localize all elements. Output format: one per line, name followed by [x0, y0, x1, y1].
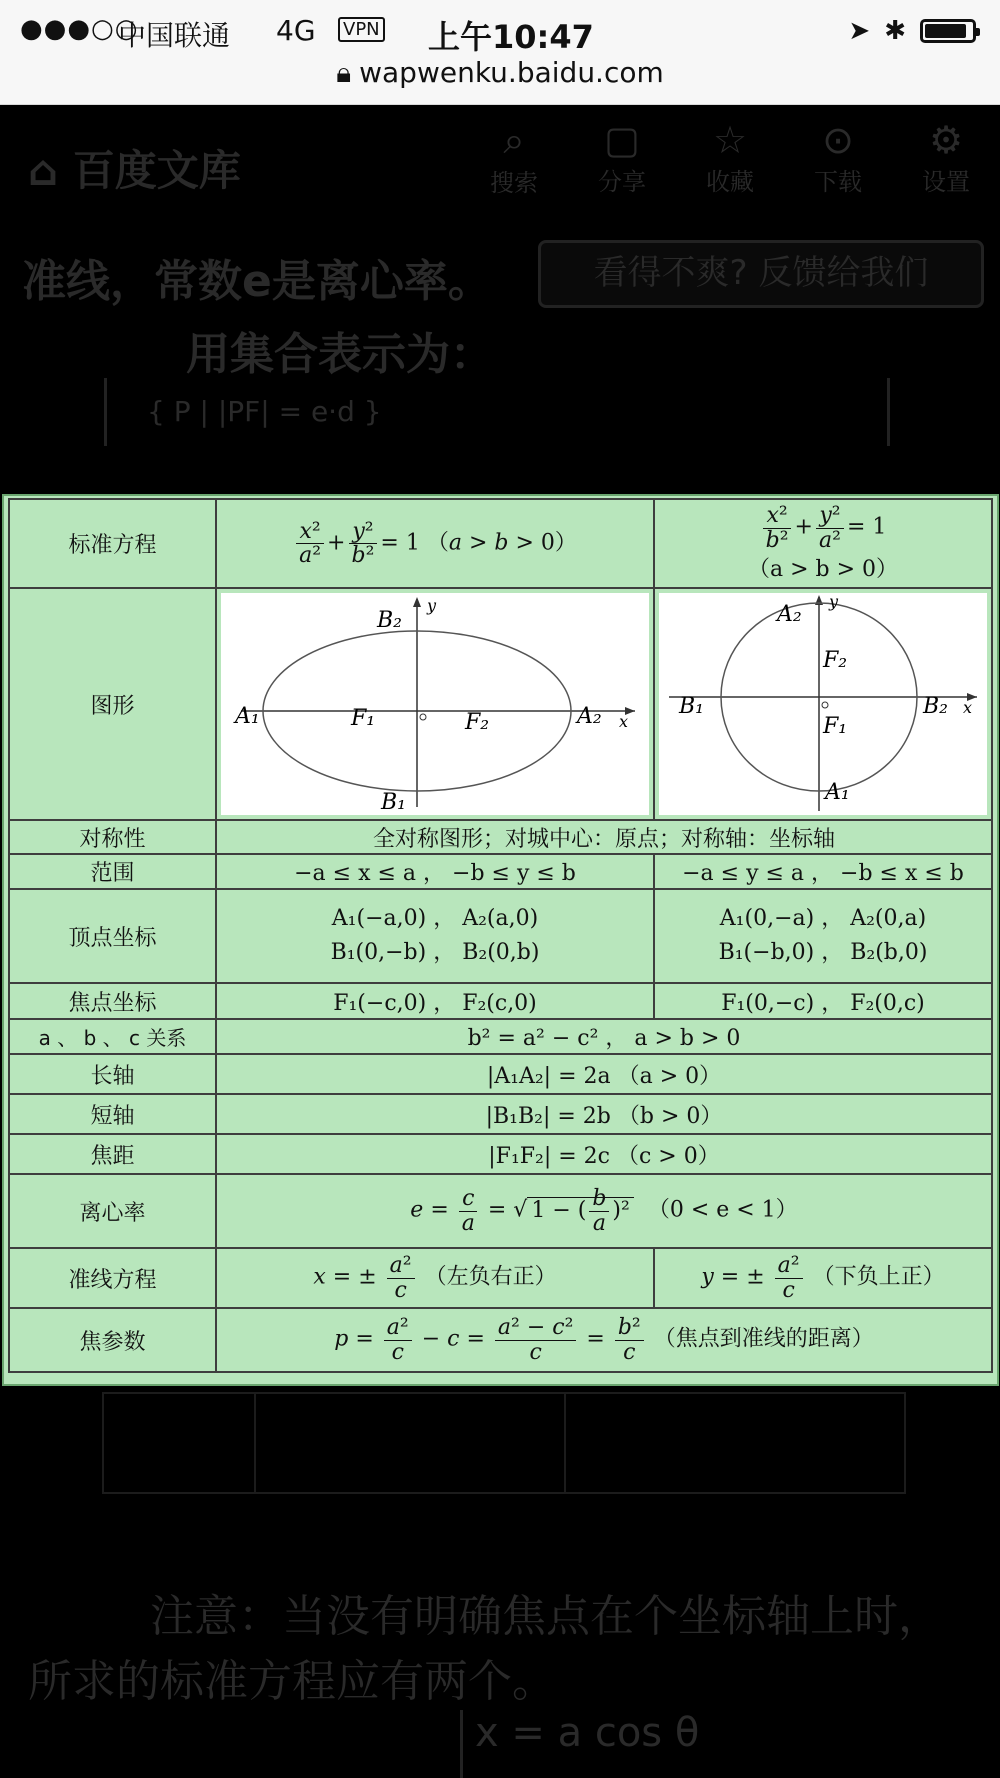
row-label: 顶点坐标	[9, 889, 216, 983]
foci-vertical: F₁(0,−c) ， F₂(0,c)	[654, 983, 992, 1019]
table-row	[9, 889, 992, 983]
focal-distance-value: |F₁F₂| = 2c （c > 0）	[216, 1134, 992, 1174]
row-label: 标准方程	[9, 499, 216, 588]
label-F1: F₁	[351, 706, 376, 731]
url-text: wapwenku.baidu.com	[359, 56, 664, 89]
row-label: 焦参数	[9, 1308, 216, 1372]
nav-favorite[interactable]: ☆ 收藏	[700, 118, 760, 198]
share-icon: ▢	[604, 118, 640, 162]
address-bar[interactable]	[0, 56, 1000, 90]
row-label: 焦点坐标	[9, 983, 216, 1019]
label-y: y	[829, 593, 839, 611]
ellipse-vertical-figure	[659, 593, 987, 815]
label-F2: F₂	[823, 648, 848, 673]
eccentricity-formula: e = $\frac{c}{a}$ = √ 1 − ( $\frac{b}{a}$ )² （0 < e < 1）	[216, 1174, 992, 1248]
star-icon: ☆	[712, 118, 748, 162]
doc-formula: x = a cos θ	[460, 1710, 699, 1778]
download-icon: ⊙	[822, 118, 854, 162]
minor-axis-value: |B₁B₂| = 2b （b > 0）	[216, 1094, 992, 1134]
vertices-vertical: A₁(0,−a) ， A₂(0,a) B₁(−b,0) ， B₂(b,0)	[654, 889, 992, 983]
label-y: y	[427, 596, 437, 615]
table-row	[9, 1019, 992, 1054]
row-label: 离心率	[9, 1174, 216, 1248]
major-axis-value: |A₁A₂| = 2a （a > 0）	[216, 1054, 992, 1094]
site-logo[interactable]: ⌂ 百度文库	[28, 146, 241, 195]
table-row	[9, 588, 992, 820]
foci-horizontal: F₁(−c,0) ， F₂(c,0)	[216, 983, 654, 1019]
range-horizontal: −a ≤ x ≤ a ， −b ≤ y ≤ b	[216, 854, 654, 889]
row-label: 长轴	[9, 1054, 216, 1094]
row-label: 焦距	[9, 1134, 216, 1174]
nav-search[interactable]: ⌕ 搜索	[484, 118, 544, 198]
status-bar	[0, 0, 1000, 105]
table-row	[9, 983, 992, 1019]
label-B1: B₁	[381, 790, 406, 815]
doc-table-fragment	[102, 1392, 906, 1494]
nav-share[interactable]: ▢ 分享	[592, 118, 652, 198]
battery-icon	[920, 19, 976, 43]
ellipse-properties-image[interactable]	[2, 494, 999, 1386]
directrix-vertical: y = ± $\frac{\text{a²}}{c}$ （下负上正）	[654, 1248, 992, 1308]
row-label: a 、 b 、 c 关系	[9, 1019, 216, 1054]
label-x: x	[963, 698, 973, 717]
label-B1: B₁	[679, 694, 704, 719]
doc-formula: { P | |PF| = e·d }	[104, 378, 890, 446]
label-A1: A₁	[825, 780, 850, 805]
equation-vertical: $\frac{\text{x²}}{\text{b²}}$ + $\frac{\text{y²}}{\text{a²}}$ = 1 （a > b > 0）	[654, 499, 992, 588]
range-vertical: −a ≤ y ≤ a ， −b ≤ x ≤ b	[654, 854, 992, 889]
table-row	[9, 1308, 992, 1372]
doc-text-line: 用集合表示为：	[186, 329, 494, 380]
signal-strength: ●●●○○	[20, 14, 139, 44]
table-row	[9, 854, 992, 889]
feedback-button[interactable]: 看得不爽? 反馈给我们	[538, 240, 984, 308]
network-type: 4G	[276, 14, 316, 47]
row-label: 对称性	[9, 820, 216, 854]
ellipse-properties-table	[8, 498, 993, 1373]
label-B2: B₂	[377, 608, 402, 633]
bluetooth-icon: ✱	[884, 16, 906, 46]
table-row	[9, 820, 992, 854]
row-label: 范围	[9, 854, 216, 889]
figure-vertical-cell	[654, 588, 992, 820]
lock-icon: 🔒︎	[336, 56, 352, 89]
row-label: 图形	[9, 588, 216, 820]
table-row	[9, 1094, 992, 1134]
label-B2: B₂	[923, 694, 948, 719]
label-F2: F₂	[465, 710, 490, 735]
doc-note-line: 注意：当没有明确焦点在个坐标轴上时，	[150, 1591, 942, 1642]
doc-text-line: 准线，常数e是离心率。	[22, 256, 492, 307]
vpn-badge: VPN	[338, 17, 385, 42]
nav-settings[interactable]: ⚙ 设置	[916, 118, 976, 198]
search-icon: ⌕	[503, 118, 525, 162]
location-arrow-icon: ➤	[848, 16, 871, 46]
label-x: x	[619, 712, 629, 731]
directrix-horizontal: x = ± $\frac{\text{a²}}{c}$ （左负右正）	[216, 1248, 654, 1308]
table-row	[9, 1174, 992, 1248]
table-row	[9, 1054, 992, 1094]
ellipse-horizontal-figure	[221, 593, 649, 815]
table-row	[9, 1134, 992, 1174]
doc-note-line: 所求的标准方程应有两个。	[28, 1656, 556, 1707]
focal-parameter-formula: p = $\frac{\text{a²}}{c}$ − c = $\frac{\text{a² − c²}}{c}$ = $\frac{\text{b²}}{c}$ （焦点到准线的距离）	[216, 1308, 992, 1372]
carrier-name: 中国联通	[118, 19, 231, 52]
figure-horizontal-cell	[216, 588, 654, 820]
label-A2: A₂	[577, 704, 602, 729]
label-A1: A₁	[235, 704, 260, 729]
top-nav	[484, 118, 976, 198]
row-label: 准线方程	[9, 1248, 216, 1308]
table-row	[9, 499, 992, 588]
equation-horizontal: $\frac{\text{x²}}{\text{a²}}$ + $\frac{\text{y²}}{\text{b²}}$ = 1 （a > b > 0）	[216, 499, 654, 588]
clock: 上午10:47	[428, 18, 594, 56]
label-A2: A₂	[777, 602, 802, 627]
nav-download[interactable]: ⊙ 下载	[808, 118, 868, 198]
table-row	[9, 1248, 992, 1308]
symmetry-value: 全对称图形；对城中心：原点；对称轴：坐标轴	[216, 820, 992, 854]
abc-relation: b² = a² − c² ， a > b > 0	[216, 1019, 992, 1054]
row-label: 短轴	[9, 1094, 216, 1134]
label-F1: F₁	[823, 714, 848, 739]
gear-icon: ⚙	[928, 118, 964, 162]
vertices-horizontal: A₁(−a,0) ， A₂(a,0) B₁(0,−b) ， B₂(0,b)	[216, 889, 654, 983]
